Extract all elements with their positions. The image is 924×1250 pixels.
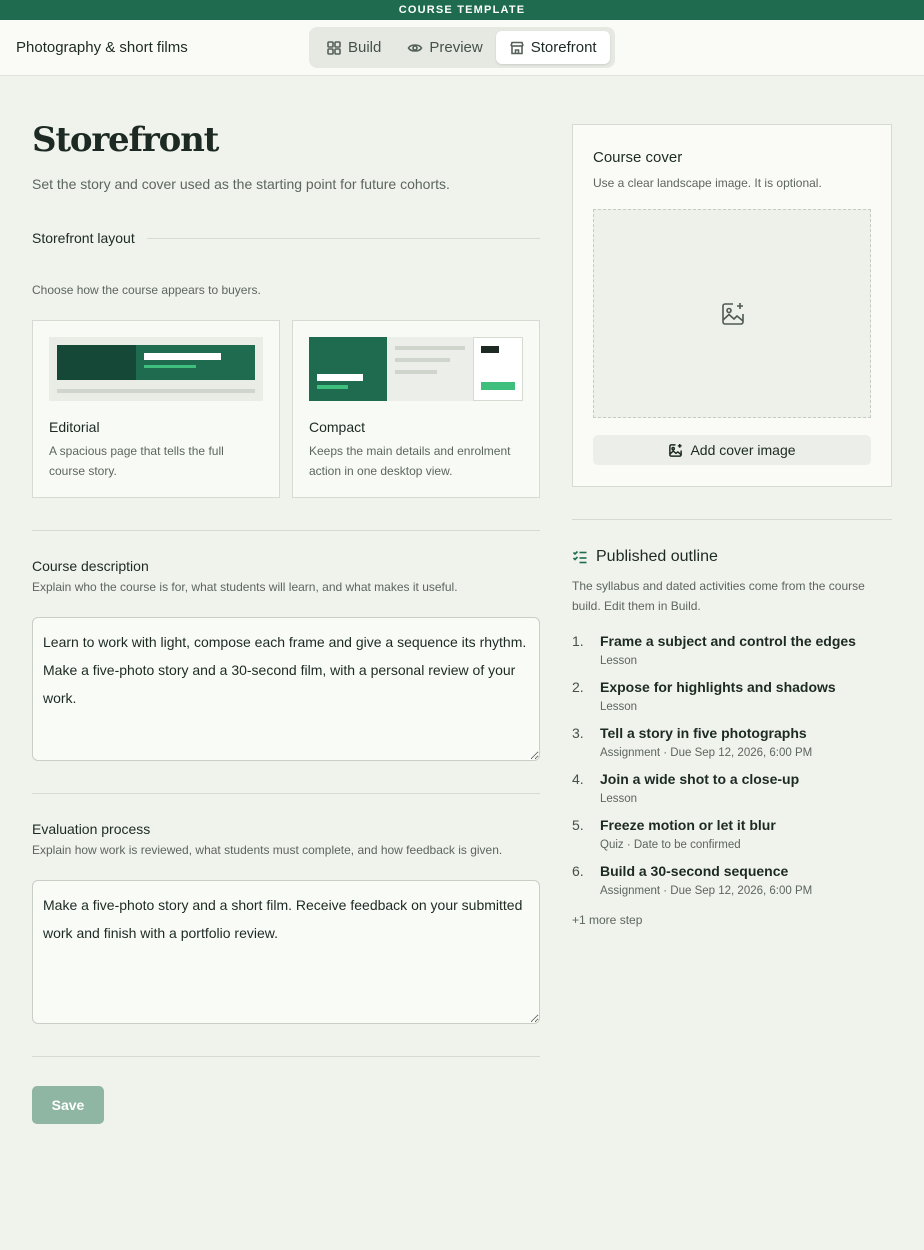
course-description-textarea[interactable] (32, 617, 540, 761)
layout-option-compact[interactable] (292, 320, 540, 498)
course-name: Photography & short films (16, 39, 188, 56)
store-icon (509, 40, 525, 56)
more-steps-link[interactable]: +1 more step (572, 913, 643, 927)
layout-option-description: Keeps the main details and enrolment action in one desktop view. (309, 444, 511, 478)
divider (147, 238, 540, 239)
cover-title: Course cover (593, 149, 683, 166)
eye-icon (407, 40, 423, 56)
cover-subtitle: Use a clear landscape image. It is optional. (593, 176, 822, 190)
top-bar (0, 20, 924, 76)
tab-storefront-label: Storefront (530, 39, 597, 56)
divider (572, 519, 892, 520)
tab-storefront[interactable] (496, 31, 610, 64)
layout-option-name: Editorial (49, 419, 100, 435)
step-meta: Lesson (600, 655, 638, 667)
step-title: Tell a story in five photographs (600, 725, 807, 741)
divider (32, 793, 540, 794)
outline-step (572, 862, 892, 908)
outline-title: Published outline (596, 548, 718, 565)
course-cover-card (572, 124, 892, 487)
layout-option-description: A spacious page that tells the full course story. (49, 444, 224, 478)
step-title: Build a 30-second sequence (600, 863, 789, 879)
step-number: 5. (572, 817, 584, 833)
step-meta: Lesson (600, 793, 638, 805)
add-cover-label: Add cover image (690, 442, 796, 458)
evaluation-help: Explain how work is reviewed, what students must complete, and how feedback is given. (32, 843, 503, 857)
save-button[interactable]: Save (32, 1086, 104, 1124)
tab-build[interactable] (313, 31, 394, 64)
layout-option-name: Compact (309, 419, 366, 435)
step-number: 3. (572, 725, 584, 741)
checklist-icon (572, 549, 588, 565)
divider (32, 1056, 540, 1057)
step-number: 2. (572, 679, 584, 695)
page-title: Storefront (32, 120, 219, 160)
image-add-icon (668, 443, 683, 458)
evaluation-process-textarea[interactable] (32, 880, 540, 1024)
page-subtitle: Set the story and cover used as the starting point for future cohorts. (32, 176, 450, 192)
compact-thumbnail (309, 337, 523, 401)
outline-step (572, 724, 892, 770)
tab-preview-label: Preview (429, 39, 483, 56)
outline-step (572, 816, 892, 862)
step-number: 1. (572, 633, 584, 649)
evaluation-label: Evaluation process (32, 821, 151, 837)
view-switcher (309, 27, 615, 68)
step-meta: Lesson (600, 701, 638, 713)
outline-step (572, 632, 892, 678)
editorial-thumbnail (49, 337, 263, 401)
divider (32, 530, 540, 531)
step-meta: Assignment · Due Sep 12, 2026, 6:00 PM (600, 747, 813, 759)
grid-icon (326, 40, 342, 56)
outline-heading (572, 548, 718, 566)
layout-section-title: Storefront layout (32, 230, 135, 246)
add-cover-button[interactable] (593, 435, 871, 465)
cover-dropzone[interactable] (593, 209, 871, 418)
layout-section-heading (32, 230, 540, 246)
template-banner: COURSE TEMPLATE (0, 0, 924, 20)
outline-step (572, 678, 892, 724)
tab-preview[interactable] (394, 31, 495, 64)
image-add-icon (720, 301, 746, 327)
description-label: Course description (32, 558, 149, 574)
step-number: 4. (572, 771, 584, 787)
step-title: Join a wide shot to a close-up (600, 771, 800, 787)
outline-steps (572, 632, 892, 908)
step-meta: Quiz · Date to be confirmed (600, 839, 741, 851)
outline-description: The syllabus and dated activities come from the course build. Edit them in Build. (572, 579, 865, 613)
step-title: Frame a subject and control the edges (600, 633, 856, 649)
description-help: Explain who the course is for, what students will learn, and what makes it useful. (32, 580, 458, 594)
outline-step (572, 770, 892, 816)
tab-build-label: Build (348, 39, 382, 56)
layout-option-editorial[interactable] (32, 320, 280, 498)
layout-section-help: Choose how the course appears to buyers. (32, 283, 261, 297)
step-number: 6. (572, 863, 584, 879)
step-title: Expose for highlights and shadows (600, 679, 836, 695)
step-meta: Assignment · Due Sep 12, 2026, 6:00 PM (600, 885, 813, 897)
step-title: Freeze motion or let it blur (600, 817, 776, 833)
